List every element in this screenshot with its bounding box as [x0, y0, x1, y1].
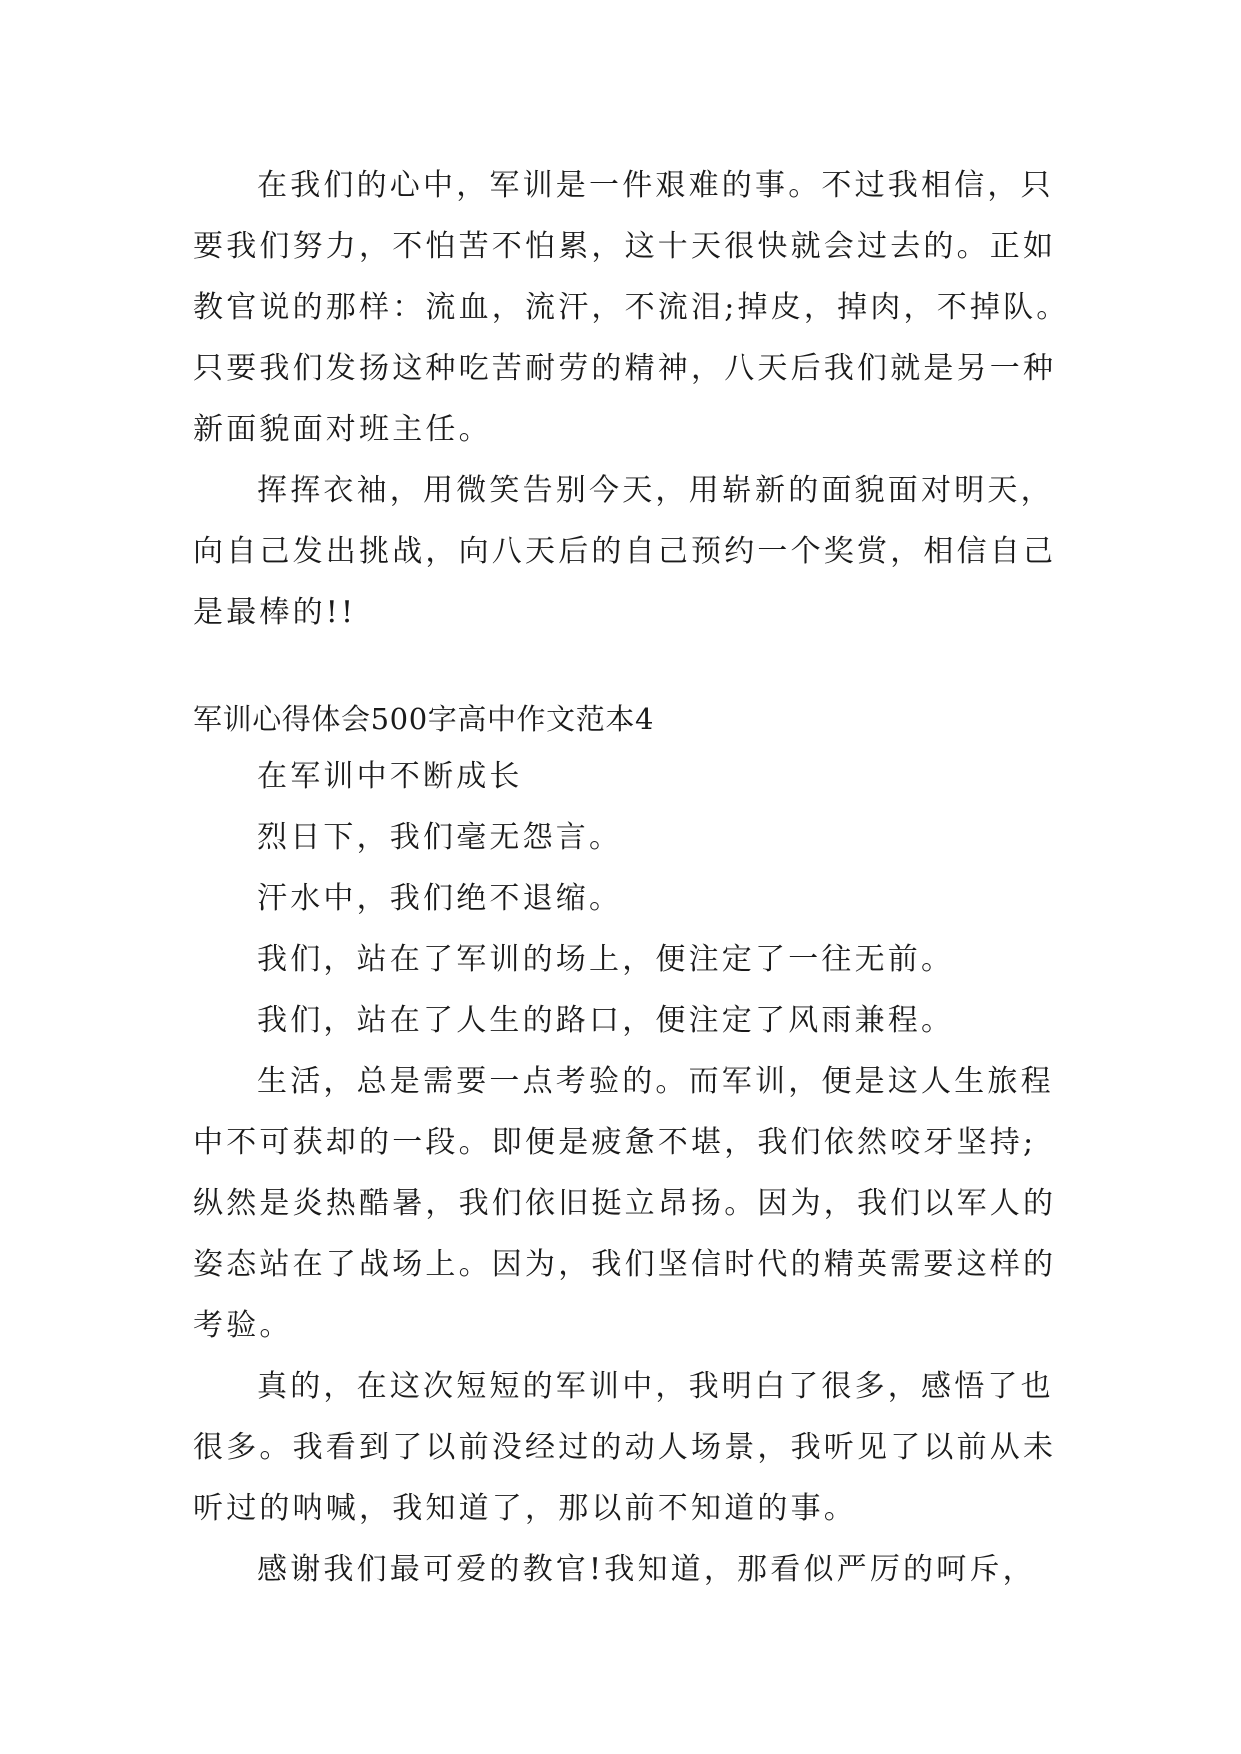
paragraph-2-line-3: 是最棒的!!	[193, 595, 357, 630]
paragraph-3-line-4: 姿态站在了战场上。因为，我们坚信时代的精英需要这样的	[193, 1247, 1057, 1282]
paragraph-3-line-1: 生活，总是需要一点考验的。而军训，便是这人生旅程	[257, 1064, 1054, 1099]
paragraph-3-line-3: 纵然是炎热酷暑，我们依旧挺立昂扬。因为，我们以军人的	[193, 1186, 1057, 1221]
section-title: 军训心得体会500字高中作文范本4	[193, 702, 655, 736]
paragraph-4-line-1: 真的，在这次短短的军训中，我明白了很多，感悟了也	[257, 1369, 1054, 1404]
paragraph-1-line-2: 要我们努力，不怕苦不怕累，这十天很快就会过去的。正如	[193, 229, 1057, 264]
paragraph-4-line-2: 很多。我看到了以前没经过的动人场景，我听见了以前从未	[193, 1430, 1057, 1465]
paragraph-2-line-2: 向自己发出挑战，向八天后的自己预约一个奖赏，相信自己	[193, 534, 1057, 569]
short-line-2: 汗水中，我们绝不退缩。	[257, 881, 623, 916]
paragraph-1-line-1: 在我们的心中，军训是一件艰难的事。不过我相信，只	[257, 168, 1054, 203]
paragraph-3-line-5: 考验。	[193, 1308, 293, 1343]
paragraph-5-line-1: 感谢我们最可爱的教官!我知道，那看似严厉的呵斥，	[257, 1552, 1036, 1587]
paragraph-2-line-1: 挥挥衣袖，用微笑告别今天，用崭新的面貌面对明天，	[257, 473, 1054, 508]
paragraph-3-line-2: 中不可获却的一段。即便是疲惫不堪，我们依然咬牙坚持;	[193, 1125, 1037, 1160]
paragraph-1-line-5: 新面貌面对班主任。	[193, 412, 492, 447]
paragraph-4-line-3: 听过的呐喊，我知道了，那以前不知道的事。	[193, 1491, 857, 1526]
essay-title: 在军训中不断成长	[257, 759, 523, 794]
paragraph-1-line-3: 教官说的那样：流血，流汗，不流泪;掉皮，掉肉，不掉队。	[193, 290, 1070, 325]
short-line-4: 我们，站在了人生的路口，便注定了风雨兼程。	[257, 1003, 955, 1038]
short-line-1: 烈日下，我们毫无怨言。	[257, 820, 623, 855]
short-line-3: 我们，站在了军训的场上，便注定了一往无前。	[257, 942, 955, 977]
paragraph-1-line-4: 只要我们发扬这种吃苦耐劳的精神，八天后我们就是另一种	[193, 351, 1057, 386]
